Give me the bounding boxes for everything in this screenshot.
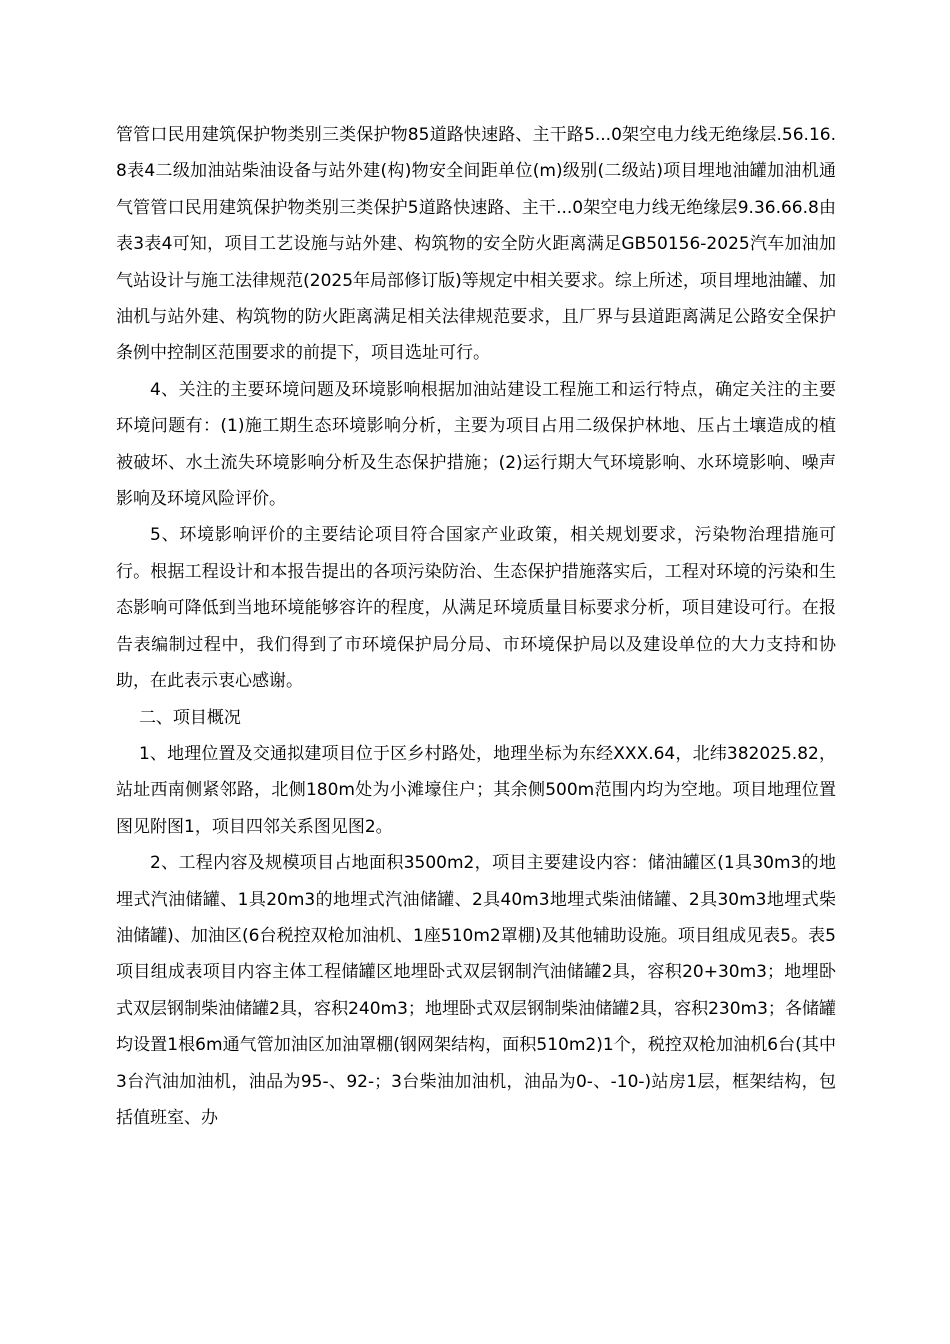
paragraph-location-traffic: 1、地理位置及交通拟建项目位于区乡村路处，地理坐标为东经XXX.64，北纬382025.82，站址西南侧紧邻路，北侧180m处为小滩壕住户；其余侧500m范围内均为空地。项目地理位置图见附图1，项目四邻关系图见图2。 — [116, 743, 836, 837]
paragraph-environmental-issues: 4、关注的主要环境问题及环境影响根据加油站建设工程施工和运行特点，确定关注的主要环境问题有：(1)施工期生态环境影响分析，主要为项目占用二级保护林地、压占土壤造成的植被破坏、水土流失环境影响分析及生态保护措施；(2)运行期大气环境影响、水环境影响、噪声影响及环境风险评价。 — [116, 379, 836, 510]
section-heading-project-overview: 二、项目概况 — [138, 707, 241, 728]
paragraph-assessment-conclusion: 5、环境影响评价的主要结论项目符合国家产业政策，相关规划要求，污染物治理措施可行。根据工程设计和本报告提出的各项污染防治、生态保护措施落实后，工程对环境的污染和生态影响可降低到当地环境能够容许的程度，从满足环境质量目标要求分析，项目建设可行。在报告表编制过程中，我们得到了市环境保护局分局、市环境保护局以及建设单位的大力支持和协助，在此表示衷心感谢。 — [116, 525, 836, 692]
document-page — [116, 117, 836, 1136]
paragraph-construction-content: 2、工程内容及规模项目占地面积3500m2，项目主要建设内容：储油罐区(1具30m3的地埋式汽油储罐、1具20m3的地埋式汽油储罐、2具40m3地埋式柴油储罐、2具30m3地埋式柴油储罐)、加油区(6台税控双枪加油机、1座510m2罩棚)及其他辅助设施。项目组成见表5。表5项目组成表项目内容主体工程储罐区地埋卧式双层钢制汽油储罐2具，容积20+30m3；地埋卧式双层钢制柴油储罐2具，容积240m3；地埋卧式双层钢制柴油储罐2具，容积230m3；各储罐均设置1根6m通气管加油区加油罩棚(钢网架结构，面积510m2)1个，税控双枪加油机6台(其中3台汽油加油机，油品为95-、92-；3台柴油加油机，油品为0-、-10-)站房1层，框架结构，包括值班室、办 — [116, 853, 836, 1128]
paragraph-safety-distance: 管管口民用建筑保护物类别三类保护物85道路快速路、主干路5...0架空电力线无绝缘层.56.16.8表4二级加油站柴油设备与站外建(构)物安全间距单位(m)级别(二级站)项目埋地油罐加油机通气管管口民用建筑保护物类别三类保护5道路快速路、主干...0架空电力线无绝缘层9.36.66.8由表3表4可知，项目工艺设施与站外建、构筑物的安全防火距离满足GB50156-2025汽车加油加气站设计与施工法律规范(2025年局部修订版)等规定中相关要求。综上所述，项目埋地油罐、加油机与站外建、构筑物的防火距离满足相关法律规范要求，且厂界与县道距离满足公路安全保护条例中控制区范围要求的前提下，项目选址可行。 — [116, 125, 836, 364]
